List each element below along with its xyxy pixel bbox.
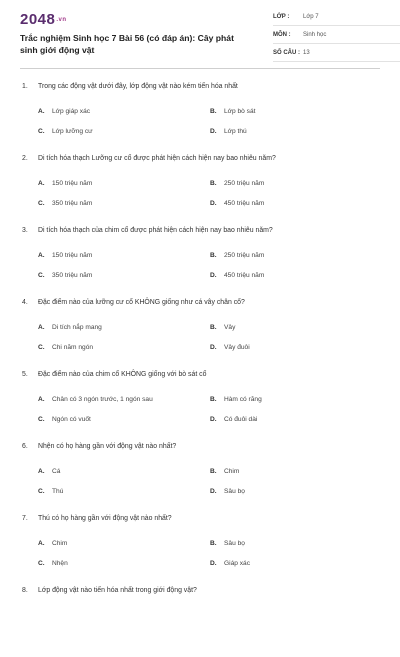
- option-letter: D.: [210, 199, 217, 207]
- answer-option[interactable]: [38, 533, 210, 553]
- question-text: [20, 369, 380, 389]
- option-text: 150 triệu năm: [52, 179, 93, 187]
- option-letter: C.: [38, 343, 45, 351]
- option-letter: A.: [38, 323, 45, 331]
- question-text: [20, 153, 380, 173]
- option-text: Ngón có vuốt: [52, 415, 91, 423]
- option-text: 250 triệu năm: [224, 251, 265, 259]
- option-text: Sâu bọ: [224, 539, 245, 547]
- option-text: Chim: [224, 467, 240, 475]
- option-letter: B.: [210, 467, 217, 475]
- option-letter: D.: [210, 271, 217, 279]
- option-letter: C.: [38, 271, 45, 279]
- question-number: 8.: [22, 587, 28, 594]
- option-letter: B.: [210, 251, 217, 259]
- question-text: [20, 81, 380, 101]
- answer-option[interactable]: [210, 553, 382, 573]
- question-prompt: Đặc điểm nào của chim cổ KHÔNG giống với bò sát cổ: [38, 371, 207, 378]
- option-text: Lớp bò sát: [224, 107, 256, 115]
- answer-options: [38, 461, 380, 501]
- answer-option[interactable]: [210, 533, 382, 553]
- option-letter: A.: [38, 251, 45, 259]
- question-prompt: Di tích hóa thạch Lưỡng cư cổ được phát hiện cách hiện nay bao nhiêu năm?: [38, 155, 276, 162]
- question-prompt: Thú có họ hàng gần với động vật nào nhất?: [38, 515, 172, 522]
- question-item: [20, 153, 380, 225]
- option-letter: A.: [38, 179, 45, 187]
- option-text: Thú: [52, 487, 64, 495]
- meta-value: 13: [303, 49, 310, 56]
- question-list: [20, 69, 380, 657]
- option-letter: B.: [210, 179, 217, 187]
- option-letter: B.: [210, 323, 217, 331]
- answer-options: [38, 389, 380, 429]
- answer-option[interactable]: [38, 245, 210, 265]
- answer-option[interactable]: [210, 337, 382, 357]
- option-text: 450 triệu năm: [224, 199, 265, 207]
- answer-option[interactable]: [210, 193, 382, 213]
- meta-key: LỚP :: [273, 13, 290, 20]
- option-letter: A.: [38, 395, 45, 403]
- question-number: 1.: [22, 83, 28, 90]
- answer-option[interactable]: [38, 553, 210, 573]
- question-prompt: Di tích hóa thạch của chim cổ được phát hiện cách hiện nay bao nhiêu năm?: [38, 227, 273, 234]
- option-text: Vây đuôi: [224, 343, 250, 351]
- question-prompt: Lớp động vật nào tiến hóa nhất trong giới động vật?: [38, 587, 197, 594]
- question-number: 3.: [22, 227, 28, 234]
- question-text: [20, 513, 380, 533]
- option-text: Lớp giáp xác: [52, 107, 91, 115]
- option-letter: C.: [38, 415, 45, 423]
- answer-option[interactable]: [38, 461, 210, 481]
- question-item: [20, 297, 380, 369]
- option-letter: C.: [38, 199, 45, 207]
- question-item: [20, 513, 380, 585]
- option-letter: D.: [210, 415, 217, 423]
- document-header: [20, 0, 380, 69]
- answer-option[interactable]: [38, 317, 210, 337]
- option-text: Vây: [224, 323, 236, 331]
- option-letter: B.: [210, 395, 217, 403]
- option-text: Nhện: [52, 559, 68, 567]
- option-letter: D.: [210, 127, 217, 135]
- option-letter: D.: [210, 343, 217, 351]
- meta-row-class: [273, 8, 400, 26]
- answer-options: [38, 173, 380, 213]
- answer-option[interactable]: [38, 265, 210, 285]
- option-letter: A.: [38, 107, 45, 115]
- option-text: Lớp lưỡng cư: [52, 127, 93, 135]
- answer-option[interactable]: [210, 121, 382, 141]
- answer-option[interactable]: [38, 173, 210, 193]
- option-text: Chân có 3 ngón trước, 1 ngón sau: [52, 395, 153, 403]
- question-number: 2.: [22, 155, 28, 162]
- question-prompt: Nhện có họ hàng gần với động vật nào nhất?: [38, 443, 177, 450]
- answer-option[interactable]: [210, 389, 382, 409]
- answer-option[interactable]: [38, 389, 210, 409]
- question-text: [20, 297, 380, 317]
- option-text: Lớp thú: [224, 127, 247, 135]
- answer-options: [38, 533, 380, 573]
- meta-value: Sinh học: [303, 31, 327, 38]
- answer-options: [38, 317, 380, 357]
- option-letter: A.: [38, 467, 45, 475]
- option-letter: B.: [210, 107, 217, 115]
- meta-row-question-count: [273, 44, 400, 62]
- question-text: [20, 441, 380, 461]
- question-number: 6.: [22, 443, 28, 450]
- option-text: Sâu bọ: [224, 487, 245, 495]
- option-text: Có đuôi dài: [224, 415, 258, 423]
- option-text: Di tích nắp mang: [52, 323, 102, 331]
- page-title: Trắc nghiệm Sinh học 7 Bài 56 (có đáp án): Cây phát sinh giới động vật: [20, 33, 234, 55]
- question-number: 5.: [22, 371, 28, 378]
- answer-option[interactable]: [38, 193, 210, 213]
- meta-key: SỐ CÂU :: [273, 49, 300, 56]
- option-letter: A.: [38, 539, 45, 547]
- answer-option[interactable]: [38, 409, 210, 429]
- answer-option[interactable]: [38, 101, 210, 121]
- option-letter: D.: [210, 559, 217, 567]
- question-number: 4.: [22, 299, 28, 306]
- question-item: [20, 585, 380, 657]
- option-letter: C.: [38, 559, 45, 567]
- option-text: 450 triệu năm: [224, 271, 265, 279]
- question-prompt: Đặc điểm nào của lưỡng cư cổ KHÔNG giống như cá vây chân cổ?: [38, 299, 245, 306]
- answer-option[interactable]: [210, 317, 382, 337]
- question-item: [20, 81, 380, 153]
- question-text: [20, 585, 380, 605]
- option-letter: B.: [210, 539, 217, 547]
- meta-row-subject: [273, 26, 400, 44]
- option-text: Chim: [52, 539, 68, 547]
- answer-options: [38, 245, 380, 285]
- meta-value: Lớp 7: [303, 13, 319, 20]
- answer-option[interactable]: [210, 265, 382, 285]
- question-item: [20, 441, 380, 513]
- site-logo[interactable]: 2048.vn: [20, 11, 67, 28]
- option-text: 250 triệu năm: [224, 179, 265, 187]
- answer-option[interactable]: [38, 337, 210, 357]
- option-text: 350 triệu năm: [52, 271, 93, 279]
- option-letter: D.: [210, 487, 217, 495]
- option-text: Giáp xác: [224, 559, 251, 567]
- option-text: Hàm có răng: [224, 395, 262, 403]
- answer-option[interactable]: [210, 245, 382, 265]
- meta-table: [273, 8, 400, 62]
- option-letter: C.: [38, 487, 45, 495]
- answer-option[interactable]: [210, 173, 382, 193]
- question-item: [20, 225, 380, 297]
- answer-option[interactable]: [38, 121, 210, 141]
- meta-key: MÔN :: [273, 31, 291, 38]
- option-text: Chi năm ngón: [52, 343, 94, 351]
- question-item: [20, 369, 380, 441]
- answer-option[interactable]: [210, 101, 382, 121]
- answer-option[interactable]: [210, 481, 382, 501]
- answer-option[interactable]: [210, 461, 382, 481]
- option-text: Cá: [52, 467, 61, 475]
- option-letter: C.: [38, 127, 45, 135]
- answer-option[interactable]: [210, 409, 382, 429]
- option-text: 150 triệu năm: [52, 251, 93, 259]
- question-prompt: Trong các động vật dưới đây, lớp động vật nào kém tiến hóa nhất: [38, 83, 238, 90]
- answer-option[interactable]: [38, 481, 210, 501]
- option-text: 350 triệu năm: [52, 199, 93, 207]
- question-number: 7.: [22, 515, 28, 522]
- question-text: [20, 225, 380, 245]
- answer-options: [38, 101, 380, 141]
